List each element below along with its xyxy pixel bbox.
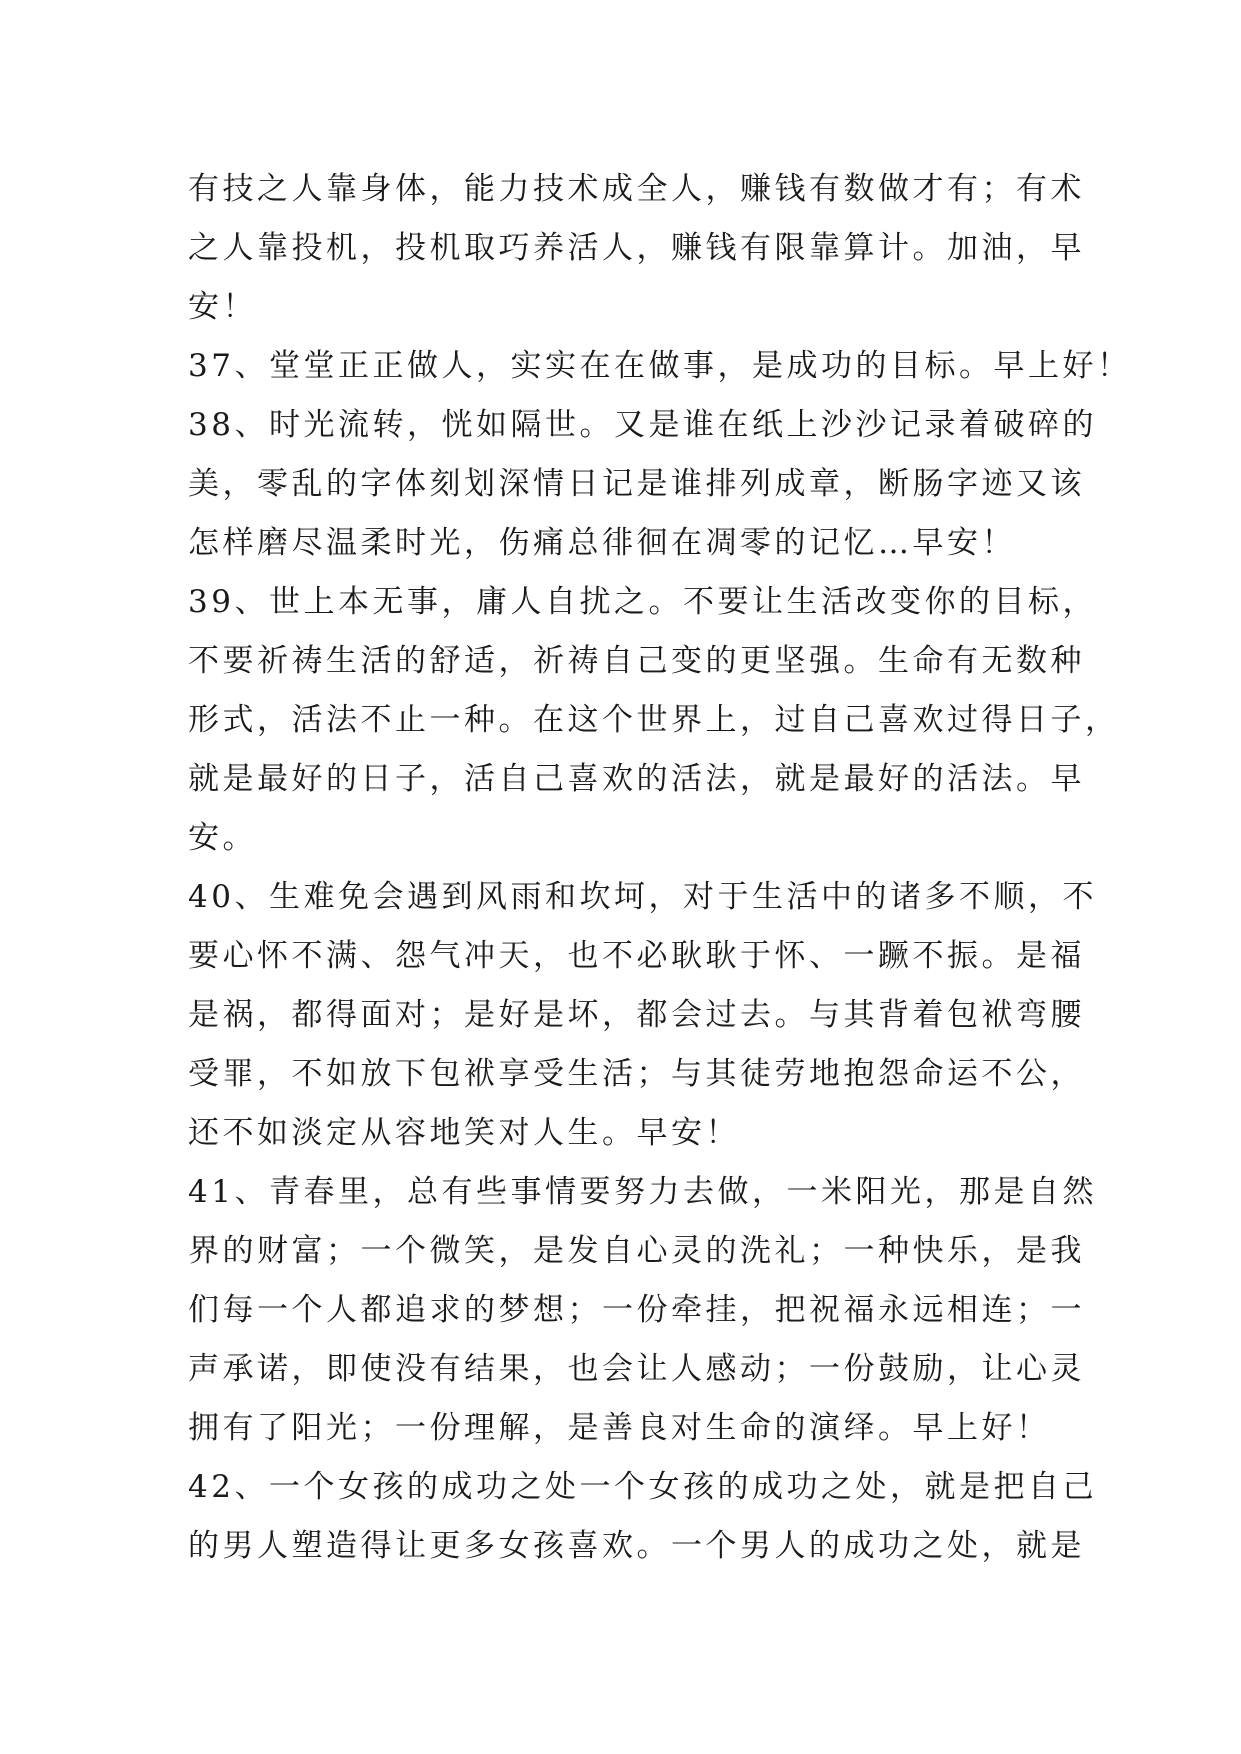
text-line: 是祸，都得面对；是好是坏，都会过去。与其背着包袱弯腰 (188, 997, 1085, 1033)
text-line: 37、堂堂正正做人，实实在在做事，是成功的目标。早上好！ (188, 348, 1132, 384)
text-line: 40、生难免会遇到风雨和坎坷，对于生活中的诸多不顺，不 (188, 879, 1097, 915)
text-line: 形式，活法不止一种。在这个世界上，过自己喜欢过得日子， (188, 702, 1120, 738)
document-body (188, 160, 1132, 1576)
text-line: 安。 (188, 820, 257, 856)
text-line: 怎样磨尽温柔时光，伤痛总徘徊在凋零的记忆…早安！ (188, 525, 1016, 561)
text-line: 安！ (188, 289, 257, 325)
text-line: 不要祈祷生活的舒适，祈祷自己变的更坚强。生命有无数种 (188, 643, 1085, 679)
text-line: 拥有了阳光；一份理解，是善良对生命的演绎。早上好！ (188, 1410, 1051, 1446)
text-line: 受罪，不如放下包袱享受生活；与其徒劳地抱怨命运不公， (188, 1056, 1085, 1092)
text-line: 美，零乱的字体刻划深情日记是谁排列成章，断肠字迹又该 (188, 466, 1085, 502)
text-line: 们每一个人都追求的梦想；一份牵挂，把祝福永远相连；一 (188, 1292, 1085, 1328)
text-line: 的男人塑造得让更多女孩喜欢。一个男人的成功之处，就是 (188, 1528, 1085, 1564)
text-line: 界的财富；一个微笑，是发自心灵的洗礼；一种快乐，是我 (188, 1233, 1085, 1269)
text-line: 38、时光流转，恍如隔世。又是谁在纸上沙沙记录着破碎的 (188, 407, 1097, 443)
text-line: 之人靠投机，投机取巧养活人，赚钱有限靠算计。加油，早 (188, 230, 1085, 266)
text-line: 声承诺，即使没有结果，也会让人感动；一份鼓励，让心灵 (188, 1351, 1085, 1387)
text-line: 要心怀不满、怨气冲天，也不必耿耿于怀、一蹶不振。是福 (188, 938, 1085, 974)
text-line: 41、青春里，总有些事情要努力去做，一米阳光，那是自然 (188, 1174, 1097, 1210)
text-line: 39、世上本无事，庸人自扰之。不要让生活改变你的目标， (188, 584, 1097, 620)
text-line: 还不如淡定从容地笑对人生。早安！ (188, 1115, 740, 1151)
text-line: 42、一个女孩的成功之处一个女孩的成功之处，就是把自己 (188, 1469, 1097, 1505)
text-line: 有技之人靠身体，能力技术成全人，赚钱有数做才有；有术 (188, 171, 1085, 207)
text-line: 就是最好的日子，活自己喜欢的活法，就是最好的活法。早 (188, 761, 1085, 797)
